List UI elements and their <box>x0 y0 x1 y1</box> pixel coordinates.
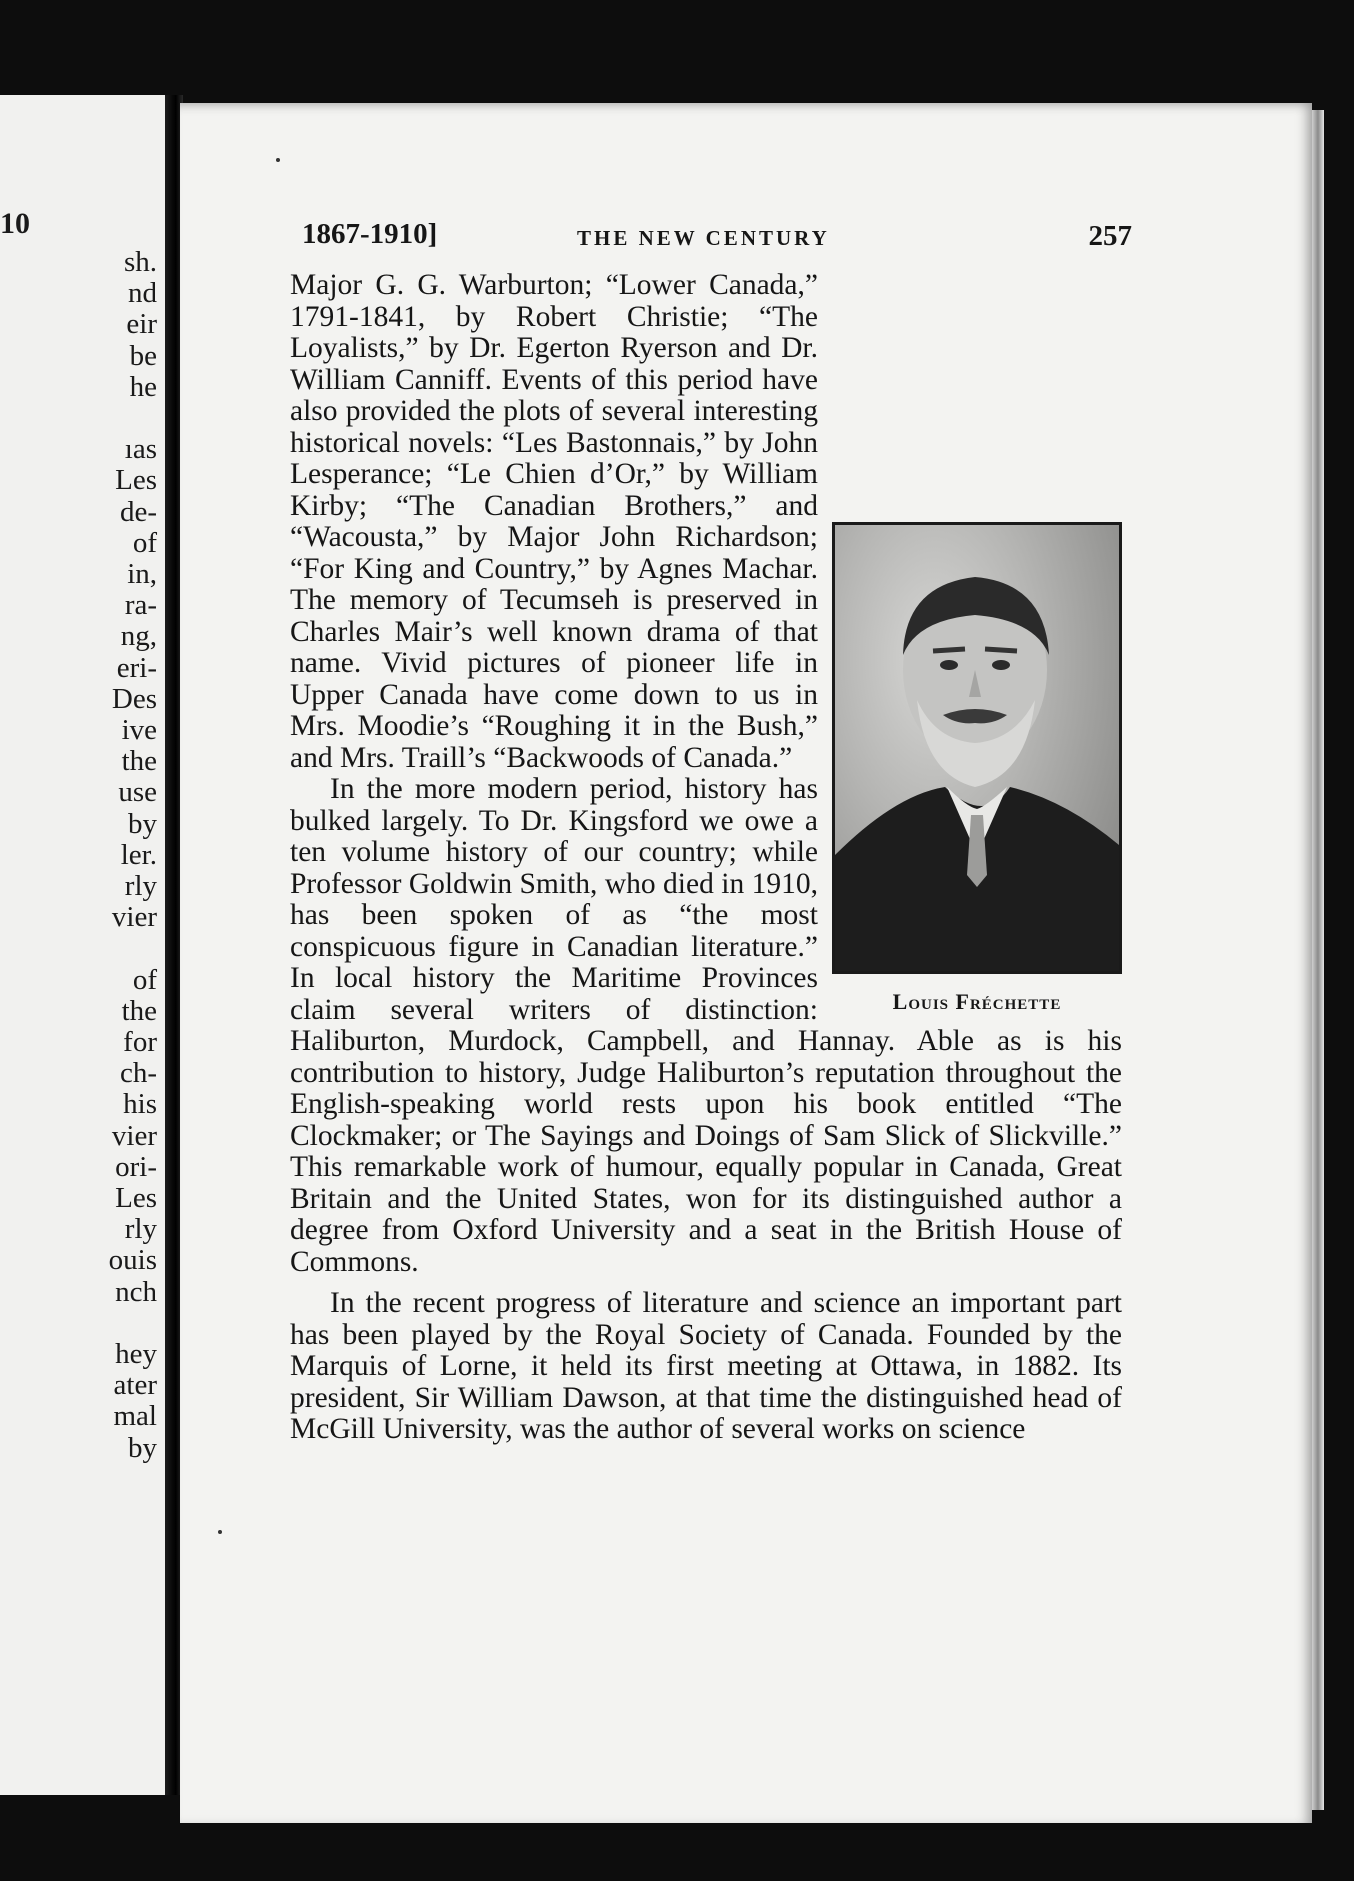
previous-page-line: Les <box>115 1182 157 1214</box>
previous-page-line: by <box>128 807 157 840</box>
previous-page-line: ra- <box>124 589 157 622</box>
previous-page-line: nd <box>128 277 157 310</box>
previous-page-number: 10 <box>0 207 30 240</box>
paragraph-1: Major G. G. Warburton; “Lower Canada,” 1791-1841, by Robert Christie; “The Loyalists,” by Dr. Egerton Ryerson and Dr. William Canniff. Events of this period have also provided the plots of several interesting historical novels: “Les Bastonnais,” by John Lesperance; “Le Chien d’Or,” by William Kirby; “The Canadian Brothers,” and “Wacousta,” by Major John Richardson; “For King and Country,” by Agnes Machar. The memory of Tecumseh is preserved in Charles Mair’s well known drama of that name. Vivid pictures of pioneer life in Upper Canada have come down to us in Mrs. Moodie’s “Roughing it in the Bush,” and Mrs. Traill’s “Backwoods of Canada.” <box>290 269 818 774</box>
previous-page-line: vier <box>111 901 157 934</box>
paragraph-2: In the more modern period, history has bulked largely. To Dr. Kingsford we owe a ten volume history of our country; while Professor Goldwin Smith, who died in 1910, has been spoken of as “the most conspicuous figure in Canadian literature.” In local history the Maritime Provinces claim several writers of distinction: Haliburton, Murdock, Campbell, and Hannay. Able as is his contribution to history, Judge Haliburton’s reputation throughout the English-speaking world rests upon his book entitled “The Clockmaker; or The Sayings and Doings of Sam Slick of Slickville.” This remarkable work of humour, equally popular in Canada, Great Britain and the United States, won for its distinguished author a degree from Oxford University and a seat in the British House of Commons. <box>290 773 1122 1278</box>
previous-page-line: his <box>123 1088 157 1121</box>
previous-page-line: vier <box>111 1119 157 1152</box>
previous-page-line: rly <box>124 870 157 902</box>
speck <box>276 158 280 162</box>
running-title: THE NEW CENTURY <box>577 226 830 250</box>
previous-page-line: ng, <box>120 620 157 653</box>
previous-page-line: use <box>118 776 157 809</box>
paragraph-3: In the recent progress of literature and science an important part has been played by the Royal Society of Canada. Founded by the Marquis of Lorne, it held its first meeting at Ottawa, in 1882. Its president, Sir William Dawson, at that time the distinguished head of McGill University, was the author of several works on science <box>290 1287 1122 1445</box>
previous-page-line: de- <box>119 495 157 528</box>
previous-page-line: the <box>121 745 157 778</box>
previous-page-edge <box>0 95 165 1795</box>
previous-page-line: of <box>132 963 157 996</box>
portrait-photo <box>832 522 1122 974</box>
previous-page-line: ive <box>121 714 157 746</box>
running-header <box>302 218 1132 258</box>
previous-page-line: ouis <box>108 1244 157 1277</box>
previous-page-line: sh. <box>123 246 157 278</box>
previous-page-line: he <box>129 370 157 403</box>
previous-page-line: nch <box>115 1275 157 1308</box>
previous-page-line: rly <box>124 1213 157 1246</box>
body-text <box>290 270 1122 1446</box>
previous-page-line: for <box>123 1026 157 1058</box>
previous-page-line: ler. <box>120 838 157 871</box>
header-years: 1867-1910] <box>302 218 438 250</box>
previous-page-line: eri- <box>116 651 157 684</box>
previous-page-line: in, <box>127 558 157 590</box>
previous-page-line: Les <box>115 464 157 497</box>
previous-page-line: the <box>121 994 157 1027</box>
previous-page-line: Des <box>111 682 157 715</box>
previous-page-line: ıas <box>124 433 157 466</box>
portrait-caption: Louis Fréchette <box>892 989 1062 1014</box>
portrait-figure <box>832 522 1122 1018</box>
previous-page-line: of <box>132 526 157 559</box>
previous-page-line: ori- <box>115 1150 157 1183</box>
previous-page-line: hey <box>115 1338 157 1370</box>
previous-page-line: ch- <box>119 1057 157 1090</box>
previous-page-line: be <box>129 339 157 372</box>
previous-page-line: ater <box>113 1369 157 1402</box>
previous-page-line: mal <box>113 1400 157 1433</box>
speck <box>218 1530 222 1534</box>
previous-page-line: by <box>128 1431 157 1464</box>
page-edge <box>1312 110 1324 1810</box>
page-number: 257 <box>1088 220 1132 252</box>
previous-page-line: eir <box>126 308 157 341</box>
